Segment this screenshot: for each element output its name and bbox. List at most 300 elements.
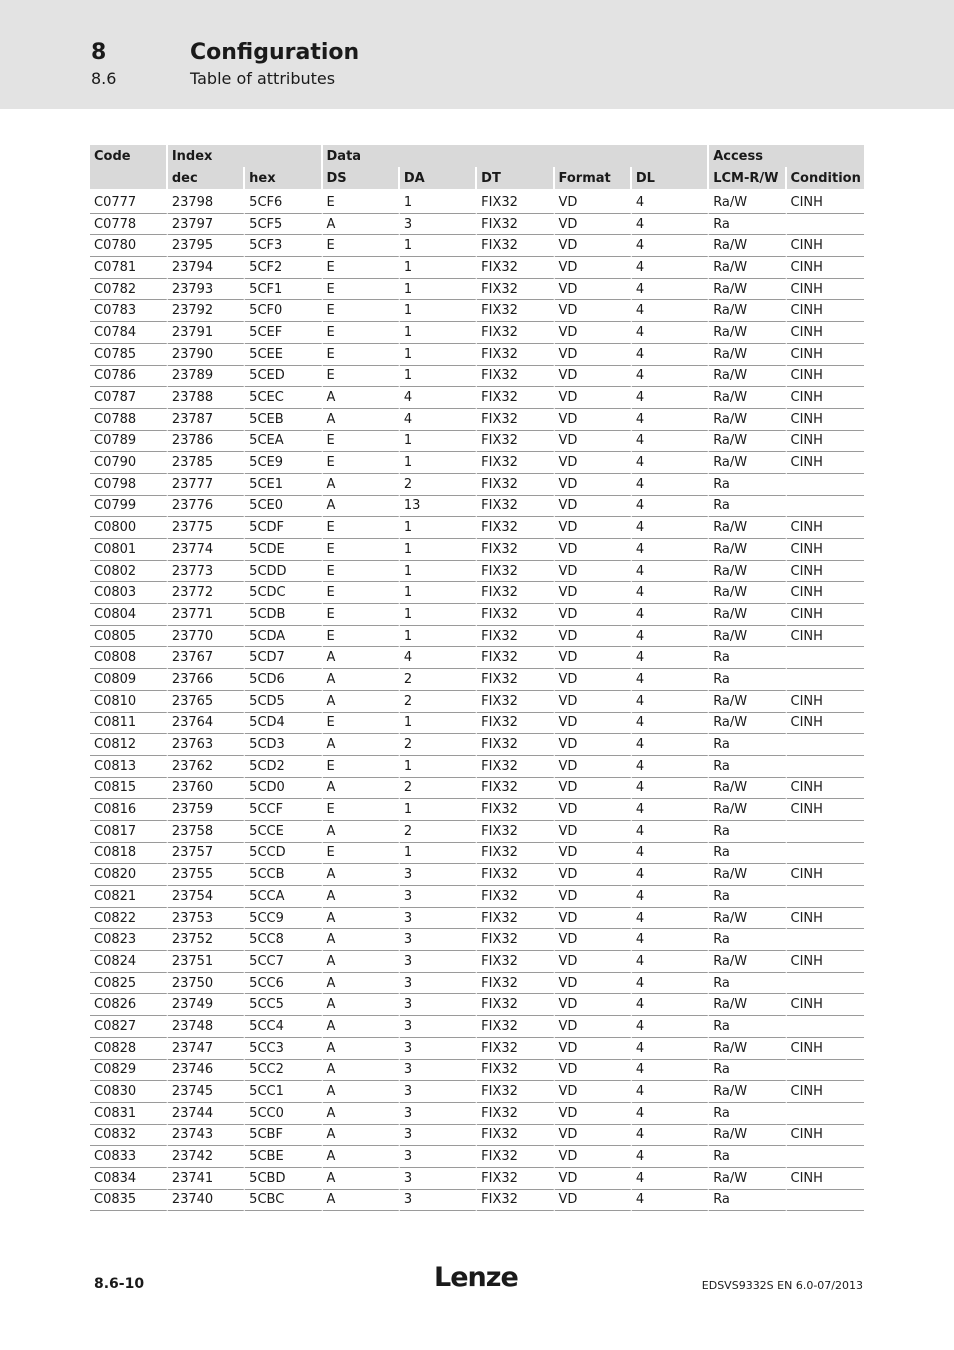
- cell-code: C0778: [90, 214, 168, 236]
- cell-dl: 4: [632, 539, 709, 561]
- cell-code: C0810: [90, 691, 168, 713]
- cell-dec: 23776: [168, 496, 245, 518]
- cell-ds: A: [323, 214, 400, 236]
- cell-code: C0800: [90, 517, 168, 539]
- cell-hex: 5CD3: [245, 734, 322, 756]
- cell-ds: A: [323, 734, 400, 756]
- cell-lcm-rw: Ra/W: [709, 409, 786, 431]
- cell-condition: [787, 843, 864, 865]
- cell-format: VD: [555, 994, 632, 1016]
- cell-format: VD: [555, 604, 632, 626]
- cell-dl: 4: [632, 756, 709, 778]
- cell-da: 4: [400, 387, 477, 409]
- table-row: [90, 1081, 864, 1103]
- table-row: [90, 713, 864, 735]
- table-row: [90, 691, 864, 713]
- cell-dl: 4: [632, 1146, 709, 1168]
- header-dec: dec: [168, 167, 245, 192]
- cell-condition: CINH: [787, 561, 864, 583]
- cell-da: 3: [400, 1060, 477, 1082]
- cell-lcm-rw: Ra/W: [709, 539, 786, 561]
- header-index: Index: [168, 145, 323, 167]
- cell-dt: FIX32: [477, 908, 554, 930]
- cell-condition: CINH: [787, 1168, 864, 1190]
- cell-format: VD: [555, 799, 632, 821]
- cell-condition: CINH: [787, 908, 864, 930]
- cell-condition: CINH: [787, 366, 864, 388]
- cell-condition: CINH: [787, 713, 864, 735]
- cell-format: VD: [555, 474, 632, 496]
- cell-hex: 5CD5: [245, 691, 322, 713]
- cell-hex: 5CDA: [245, 626, 322, 648]
- cell-lcm-rw: Ra/W: [709, 366, 786, 388]
- cell-dl: 4: [632, 235, 709, 257]
- cell-hex: 5CDC: [245, 582, 322, 604]
- cell-code: C0809: [90, 669, 168, 691]
- table-row: [90, 843, 864, 865]
- cell-dl: 4: [632, 799, 709, 821]
- cell-format: VD: [555, 1038, 632, 1060]
- cell-dec: 23791: [168, 322, 245, 344]
- cell-da: 1: [400, 192, 477, 214]
- cell-hex: 5CC4: [245, 1016, 322, 1038]
- cell-ds: A: [323, 1146, 400, 1168]
- cell-lcm-rw: Ra: [709, 821, 786, 843]
- cell-dt: FIX32: [477, 1103, 554, 1125]
- cell-code: C0816: [90, 799, 168, 821]
- header-format: Format: [555, 167, 632, 192]
- table-row: [90, 647, 864, 669]
- cell-format: VD: [555, 647, 632, 669]
- cell-condition: [787, 756, 864, 778]
- cell-dl: 4: [632, 344, 709, 366]
- chapter-title: Configuration: [190, 40, 360, 65]
- cell-dl: 4: [632, 1168, 709, 1190]
- cell-da: 1: [400, 604, 477, 626]
- cell-dt: FIX32: [477, 973, 554, 995]
- cell-dec: 23750: [168, 973, 245, 995]
- table-row: [90, 192, 864, 214]
- cell-condition: CINH: [787, 517, 864, 539]
- table-sub-header-row: [90, 167, 864, 192]
- cell-dl: 4: [632, 929, 709, 951]
- cell-format: VD: [555, 973, 632, 995]
- cell-hex: 5CE0: [245, 496, 322, 518]
- cell-dec: 23745: [168, 1081, 245, 1103]
- cell-dl: 4: [632, 474, 709, 496]
- cell-lcm-rw: Ra: [709, 1103, 786, 1125]
- cell-dl: 4: [632, 582, 709, 604]
- cell-condition: CINH: [787, 387, 864, 409]
- cell-code: C0823: [90, 929, 168, 951]
- cell-lcm-rw: Ra: [709, 496, 786, 518]
- table-row: [90, 864, 864, 886]
- cell-lcm-rw: Ra/W: [709, 582, 786, 604]
- cell-dec: 23772: [168, 582, 245, 604]
- cell-lcm-rw: Ra: [709, 886, 786, 908]
- cell-dl: 4: [632, 734, 709, 756]
- cell-da: 3: [400, 951, 477, 973]
- cell-format: VD: [555, 626, 632, 648]
- table-row: [90, 214, 864, 236]
- cell-condition: CINH: [787, 300, 864, 322]
- cell-dec: 23790: [168, 344, 245, 366]
- header-access: Access: [709, 145, 864, 167]
- cell-condition: CINH: [787, 1081, 864, 1103]
- cell-condition: [787, 1190, 864, 1212]
- cell-dec: 23760: [168, 778, 245, 800]
- cell-hex: 5CF5: [245, 214, 322, 236]
- cell-hex: 5CED: [245, 366, 322, 388]
- cell-hex: 5CCB: [245, 864, 322, 886]
- cell-dt: FIX32: [477, 561, 554, 583]
- cell-lcm-rw: Ra: [709, 843, 786, 865]
- cell-ds: E: [323, 517, 400, 539]
- cell-code: C0789: [90, 431, 168, 453]
- cell-ds: A: [323, 1081, 400, 1103]
- cell-dl: 4: [632, 561, 709, 583]
- cell-hex: 5CCD: [245, 843, 322, 865]
- cell-lcm-rw: Ra: [709, 214, 786, 236]
- cell-dt: FIX32: [477, 929, 554, 951]
- cell-dt: FIX32: [477, 626, 554, 648]
- cell-da: 3: [400, 1016, 477, 1038]
- cell-hex: 5CD7: [245, 647, 322, 669]
- table-row: [90, 1016, 864, 1038]
- cell-lcm-rw: Ra: [709, 1190, 786, 1212]
- cell-code: C0777: [90, 192, 168, 214]
- cell-dt: FIX32: [477, 1125, 554, 1147]
- table-row: [90, 669, 864, 691]
- cell-condition: CINH: [787, 192, 864, 214]
- cell-code: C0835: [90, 1190, 168, 1212]
- cell-dl: 4: [632, 886, 709, 908]
- header-lcm-rw: LCM-R/W: [709, 167, 786, 192]
- cell-lcm-rw: Ra: [709, 929, 786, 951]
- cell-dec: 23798: [168, 192, 245, 214]
- cell-dt: FIX32: [477, 691, 554, 713]
- cell-code: C0801: [90, 539, 168, 561]
- cell-code: C0785: [90, 344, 168, 366]
- cell-lcm-rw: Ra/W: [709, 517, 786, 539]
- cell-hex: 5CC1: [245, 1081, 322, 1103]
- cell-condition: CINH: [787, 778, 864, 800]
- cell-hex: 5CC6: [245, 973, 322, 995]
- table-row: [90, 387, 864, 409]
- cell-code: C0826: [90, 994, 168, 1016]
- cell-lcm-rw: Ra: [709, 756, 786, 778]
- cell-dl: 4: [632, 1190, 709, 1212]
- cell-hex: 5CF2: [245, 257, 322, 279]
- cell-da: 3: [400, 864, 477, 886]
- table-row: [90, 994, 864, 1016]
- cell-dt: FIX32: [477, 235, 554, 257]
- cell-da: 1: [400, 626, 477, 648]
- cell-condition: CINH: [787, 279, 864, 301]
- cell-hex: 5CDD: [245, 561, 322, 583]
- cell-dec: 23754: [168, 886, 245, 908]
- cell-ds: E: [323, 452, 400, 474]
- cell-ds: A: [323, 1103, 400, 1125]
- cell-format: VD: [555, 734, 632, 756]
- cell-code: C0787: [90, 387, 168, 409]
- cell-condition: CINH: [787, 604, 864, 626]
- cell-code: C0804: [90, 604, 168, 626]
- cell-da: 3: [400, 1081, 477, 1103]
- cell-dl: 4: [632, 192, 709, 214]
- cell-format: VD: [555, 192, 632, 214]
- cell-dl: 4: [632, 496, 709, 518]
- cell-ds: E: [323, 257, 400, 279]
- header-ds: DS: [323, 167, 400, 192]
- cell-condition: CINH: [787, 864, 864, 886]
- cell-dec: 23749: [168, 994, 245, 1016]
- cell-lcm-rw: Ra/W: [709, 691, 786, 713]
- cell-hex: 5CBD: [245, 1168, 322, 1190]
- cell-lcm-rw: Ra/W: [709, 279, 786, 301]
- cell-lcm-rw: Ra/W: [709, 1125, 786, 1147]
- header-da: DA: [400, 167, 477, 192]
- cell-lcm-rw: Ra/W: [709, 713, 786, 735]
- cell-hex: 5CEC: [245, 387, 322, 409]
- table-row: [90, 908, 864, 930]
- cell-format: VD: [555, 1125, 632, 1147]
- cell-dt: FIX32: [477, 409, 554, 431]
- cell-code: C0827: [90, 1016, 168, 1038]
- cell-format: VD: [555, 257, 632, 279]
- cell-hex: 5CEF: [245, 322, 322, 344]
- cell-dec: 23742: [168, 1146, 245, 1168]
- table-row: [90, 951, 864, 973]
- cell-dec: 23747: [168, 1038, 245, 1060]
- cell-lcm-rw: Ra: [709, 1016, 786, 1038]
- table-row: [90, 1190, 864, 1212]
- table-row: [90, 496, 864, 518]
- cell-ds: A: [323, 387, 400, 409]
- cell-condition: [787, 647, 864, 669]
- cell-code: C0786: [90, 366, 168, 388]
- cell-condition: CINH: [787, 257, 864, 279]
- cell-dec: 23789: [168, 366, 245, 388]
- cell-dl: 4: [632, 517, 709, 539]
- header-condition: Condition: [787, 167, 864, 192]
- cell-hex: 5CC8: [245, 929, 322, 951]
- cell-lcm-rw: Ra/W: [709, 452, 786, 474]
- cell-hex: 5CCA: [245, 886, 322, 908]
- cell-da: 1: [400, 713, 477, 735]
- cell-dl: 4: [632, 669, 709, 691]
- cell-dt: FIX32: [477, 257, 554, 279]
- cell-lcm-rw: Ra/W: [709, 778, 786, 800]
- cell-dt: FIX32: [477, 843, 554, 865]
- cell-condition: CINH: [787, 539, 864, 561]
- cell-dt: FIX32: [477, 756, 554, 778]
- cell-lcm-rw: Ra/W: [709, 994, 786, 1016]
- chapter-number: 8: [91, 40, 107, 65]
- cell-da: 3: [400, 908, 477, 930]
- cell-condition: CINH: [787, 582, 864, 604]
- cell-dl: 4: [632, 647, 709, 669]
- cell-ds: A: [323, 1125, 400, 1147]
- cell-format: VD: [555, 366, 632, 388]
- cell-code: C0802: [90, 561, 168, 583]
- cell-dec: 23774: [168, 539, 245, 561]
- cell-format: VD: [555, 1190, 632, 1212]
- cell-dt: FIX32: [477, 1190, 554, 1212]
- cell-condition: [787, 886, 864, 908]
- table-row: [90, 279, 864, 301]
- cell-code: C0825: [90, 973, 168, 995]
- cell-code: C0812: [90, 734, 168, 756]
- cell-dt: FIX32: [477, 1060, 554, 1082]
- cell-dt: FIX32: [477, 886, 554, 908]
- cell-da: 1: [400, 582, 477, 604]
- cell-format: VD: [555, 929, 632, 951]
- cell-ds: A: [323, 691, 400, 713]
- cell-da: 1: [400, 257, 477, 279]
- cell-dl: 4: [632, 994, 709, 1016]
- cell-format: VD: [555, 279, 632, 301]
- table-group-header-row: [90, 145, 864, 167]
- cell-hex: 5CF6: [245, 192, 322, 214]
- cell-dt: FIX32: [477, 1038, 554, 1060]
- cell-condition: CINH: [787, 322, 864, 344]
- table-row: [90, 474, 864, 496]
- cell-dec: 23759: [168, 799, 245, 821]
- cell-hex: 5CD0: [245, 778, 322, 800]
- cell-ds: E: [323, 539, 400, 561]
- cell-dec: 23765: [168, 691, 245, 713]
- cell-da: 1: [400, 561, 477, 583]
- cell-format: VD: [555, 1146, 632, 1168]
- cell-dt: FIX32: [477, 431, 554, 453]
- cell-condition: CINH: [787, 1038, 864, 1060]
- cell-da: 3: [400, 973, 477, 995]
- cell-ds: A: [323, 973, 400, 995]
- table-row: [90, 929, 864, 951]
- cell-hex: 5CE1: [245, 474, 322, 496]
- cell-code: C0805: [90, 626, 168, 648]
- cell-code: C0815: [90, 778, 168, 800]
- cell-format: VD: [555, 235, 632, 257]
- cell-format: VD: [555, 1103, 632, 1125]
- cell-hex: 5CC5: [245, 994, 322, 1016]
- cell-ds: E: [323, 300, 400, 322]
- cell-da: 3: [400, 1168, 477, 1190]
- cell-da: 1: [400, 279, 477, 301]
- cell-dl: 4: [632, 1060, 709, 1082]
- cell-code: C0817: [90, 821, 168, 843]
- cell-dt: FIX32: [477, 474, 554, 496]
- cell-dt: FIX32: [477, 582, 554, 604]
- cell-lcm-rw: Ra/W: [709, 257, 786, 279]
- cell-lcm-rw: Ra: [709, 1146, 786, 1168]
- cell-dl: 4: [632, 1103, 709, 1125]
- cell-lcm-rw: Ra/W: [709, 1081, 786, 1103]
- cell-da: 3: [400, 886, 477, 908]
- table-row: [90, 431, 864, 453]
- table-row: [90, 452, 864, 474]
- cell-code: C0832: [90, 1125, 168, 1147]
- cell-condition: CINH: [787, 994, 864, 1016]
- cell-dt: FIX32: [477, 734, 554, 756]
- cell-lcm-rw: Ra/W: [709, 322, 786, 344]
- cell-lcm-rw: Ra/W: [709, 431, 786, 453]
- cell-da: 2: [400, 821, 477, 843]
- cell-dt: FIX32: [477, 647, 554, 669]
- cell-dt: FIX32: [477, 539, 554, 561]
- cell-condition: [787, 1103, 864, 1125]
- cell-format: VD: [555, 517, 632, 539]
- cell-ds: A: [323, 474, 400, 496]
- page-header: [0, 0, 954, 109]
- cell-da: 1: [400, 366, 477, 388]
- header-code: Code: [90, 145, 168, 167]
- cell-dl: 4: [632, 366, 709, 388]
- cell-ds: A: [323, 1038, 400, 1060]
- cell-dec: 23794: [168, 257, 245, 279]
- cell-dec: 23770: [168, 626, 245, 648]
- cell-code: C0811: [90, 713, 168, 735]
- cell-lcm-rw: Ra: [709, 973, 786, 995]
- cell-condition: [787, 821, 864, 843]
- table-row: [90, 366, 864, 388]
- cell-da: 3: [400, 214, 477, 236]
- cell-dl: 4: [632, 322, 709, 344]
- cell-da: 3: [400, 1190, 477, 1212]
- cell-da: 1: [400, 300, 477, 322]
- cell-lcm-rw: Ra/W: [709, 387, 786, 409]
- cell-dt: FIX32: [477, 517, 554, 539]
- cell-code: C0821: [90, 886, 168, 908]
- cell-ds: A: [323, 929, 400, 951]
- cell-ds: A: [323, 864, 400, 886]
- header-dl: DL: [632, 167, 709, 192]
- cell-da: 1: [400, 235, 477, 257]
- cell-dt: FIX32: [477, 799, 554, 821]
- attributes-table: [90, 145, 864, 1211]
- cell-dec: 23748: [168, 1016, 245, 1038]
- cell-dt: FIX32: [477, 994, 554, 1016]
- cell-da: 1: [400, 756, 477, 778]
- cell-ds: A: [323, 1016, 400, 1038]
- document-reference: EDSVS9332S EN 6.0-07/2013: [701, 1279, 863, 1292]
- cell-da: 4: [400, 647, 477, 669]
- cell-code: C0831: [90, 1103, 168, 1125]
- cell-code: C0824: [90, 951, 168, 973]
- cell-hex: 5CDB: [245, 604, 322, 626]
- cell-lcm-rw: Ra: [709, 669, 786, 691]
- table-row: [90, 322, 864, 344]
- cell-hex: 5CD2: [245, 756, 322, 778]
- cell-ds: A: [323, 821, 400, 843]
- cell-dt: FIX32: [477, 821, 554, 843]
- cell-hex: 5CD4: [245, 713, 322, 735]
- cell-hex: 5CBF: [245, 1125, 322, 1147]
- cell-dt: FIX32: [477, 1016, 554, 1038]
- cell-dec: 23777: [168, 474, 245, 496]
- cell-dt: FIX32: [477, 192, 554, 214]
- cell-code: C0803: [90, 582, 168, 604]
- cell-code: C0818: [90, 843, 168, 865]
- cell-hex: 5CDF: [245, 517, 322, 539]
- cell-ds: A: [323, 496, 400, 518]
- cell-dec: 23764: [168, 713, 245, 735]
- cell-dl: 4: [632, 409, 709, 431]
- cell-dec: 23771: [168, 604, 245, 626]
- cell-code: C0798: [90, 474, 168, 496]
- cell-dec: 23752: [168, 929, 245, 951]
